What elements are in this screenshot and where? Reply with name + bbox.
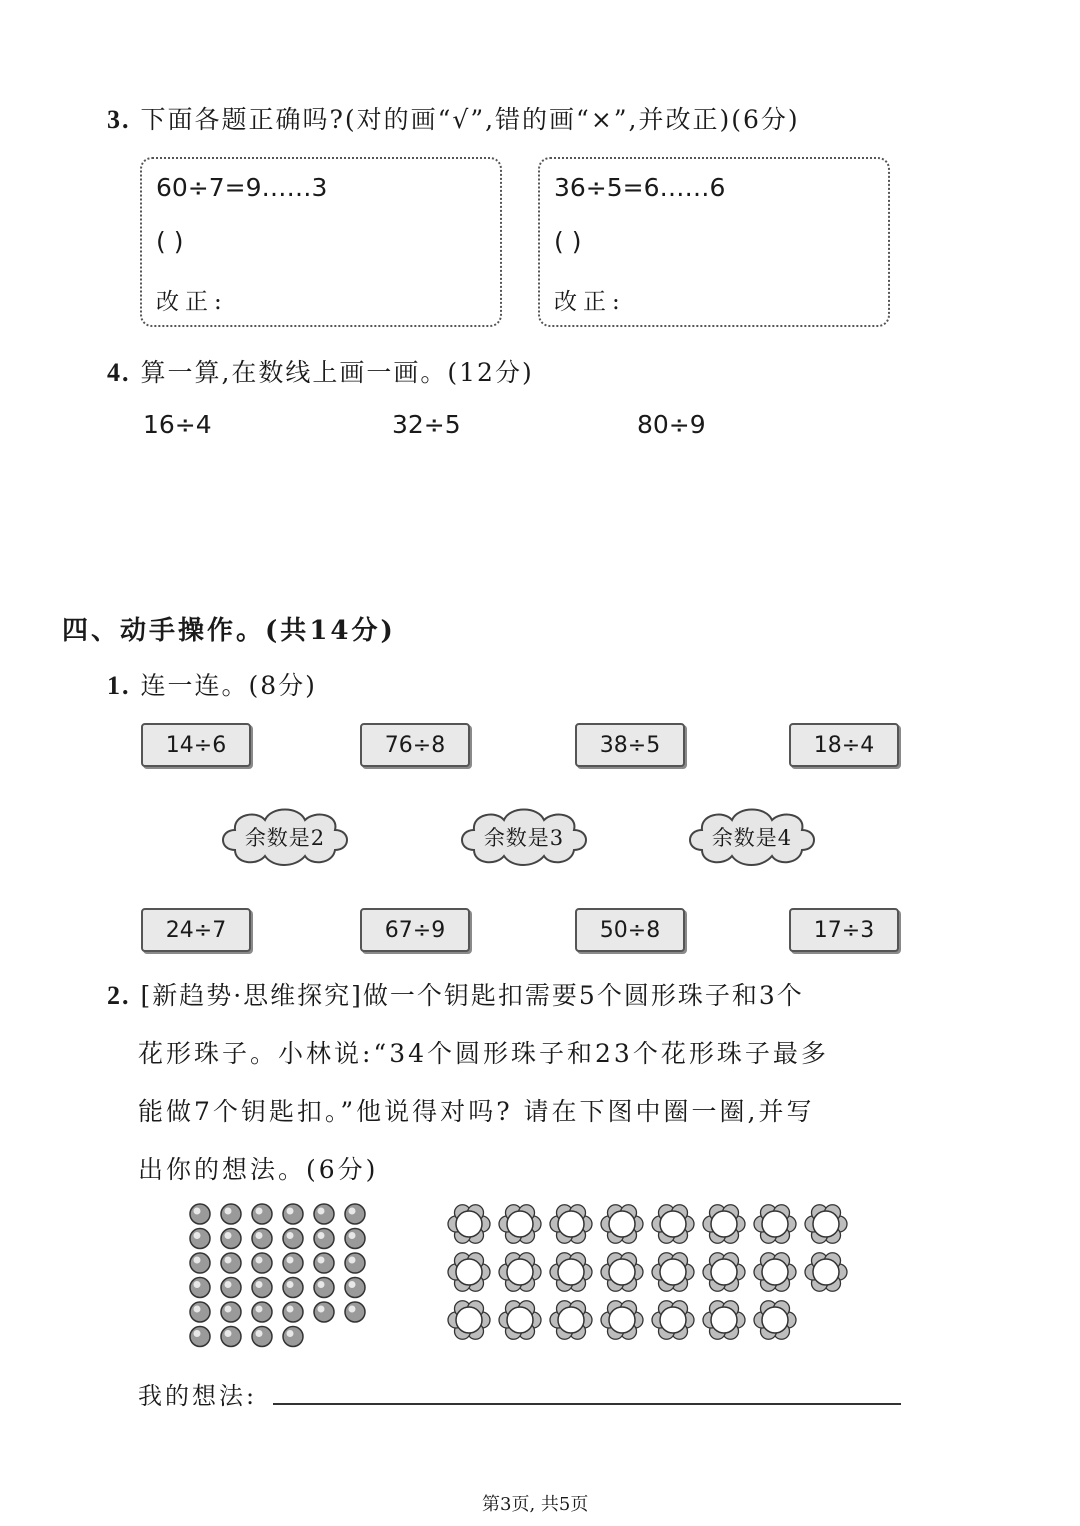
flower-bead[interactable] — [499, 1301, 541, 1340]
bottom-card-4[interactable]: 17÷3 — [789, 908, 899, 952]
round-beads-grid[interactable] — [185, 1200, 385, 1360]
q3-box-1 — [140, 157, 502, 327]
flower-bead[interactable] — [703, 1301, 745, 1340]
round-bead[interactable] — [221, 1229, 241, 1249]
round-bead[interactable] — [314, 1229, 334, 1249]
round-bead[interactable] — [283, 1253, 303, 1273]
round-bead[interactable] — [190, 1302, 210, 1322]
my-idea-label: 我的想法: — [138, 1382, 258, 1410]
s4q1-text: 连一连。(8分) — [140, 671, 317, 700]
flower-bead[interactable] — [448, 1301, 490, 1340]
flower-bead[interactable] — [448, 1253, 490, 1292]
q4-heading: 4. 算一算,在数线上画一画。(12分) — [107, 358, 534, 387]
round-bead[interactable] — [252, 1327, 272, 1347]
top-card-2[interactable]: 76÷8 — [360, 723, 470, 767]
round-bead[interactable] — [345, 1278, 365, 1298]
round-bead[interactable] — [221, 1327, 241, 1347]
flower-bead[interactable] — [550, 1205, 592, 1244]
flower-bead[interactable] — [499, 1205, 541, 1244]
round-bead[interactable] — [314, 1302, 334, 1322]
flower-bead[interactable] — [703, 1205, 745, 1244]
round-bead[interactable] — [345, 1204, 365, 1224]
round-bead[interactable] — [252, 1253, 272, 1273]
my-idea-answer-line[interactable] — [273, 1403, 901, 1405]
q3-text: 下面各题正确吗?(对的画“√”,错的画“×”,并改正)(6分) — [140, 105, 800, 134]
round-bead[interactable] — [314, 1278, 334, 1298]
flower-bead[interactable] — [550, 1253, 592, 1292]
top-card-4[interactable]: 18÷4 — [789, 723, 899, 767]
s4q2-line-3: 能做7个钥匙扣。”他说得对吗? 请在下图中圈一圈,并写 — [138, 1097, 815, 1126]
round-bead[interactable] — [252, 1229, 272, 1249]
round-bead[interactable] — [221, 1204, 241, 1224]
q4-item-3: 80÷9 — [637, 410, 706, 439]
s4q2-line-4: 出你的想法。(6分) — [138, 1155, 379, 1184]
cloud-remainder-4[interactable]: 余数是4 — [682, 802, 822, 872]
flower-bead[interactable] — [499, 1253, 541, 1292]
bottom-card-2[interactable]: 67÷9 — [360, 908, 470, 952]
flower-bead[interactable] — [754, 1253, 796, 1292]
q3-fix-label-2: 改正: — [554, 289, 626, 315]
flower-bead[interactable] — [754, 1205, 796, 1244]
top-card-3[interactable]: 38÷5 — [575, 723, 685, 767]
flower-bead[interactable] — [805, 1253, 847, 1292]
flower-bead[interactable] — [754, 1301, 796, 1340]
s4q1-heading: 1. 连一连。(8分) — [107, 671, 317, 700]
round-bead[interactable] — [314, 1253, 334, 1273]
q4-item-2: 32÷5 — [392, 410, 461, 439]
flower-bead[interactable] — [601, 1301, 643, 1340]
section4-heading: 四、动手操作。(共14分) — [62, 616, 396, 646]
round-bead[interactable] — [345, 1229, 365, 1249]
top-card-1[interactable]: 14÷6 — [141, 723, 251, 767]
round-bead[interactable] — [345, 1302, 365, 1322]
flower-bead[interactable] — [550, 1301, 592, 1340]
round-bead[interactable] — [283, 1229, 303, 1249]
flower-bead[interactable] — [601, 1253, 643, 1292]
cloud-remainder-2[interactable]: 余数是2 — [215, 802, 355, 872]
round-bead[interactable] — [190, 1204, 210, 1224]
q3-box-2 — [538, 157, 890, 327]
round-bead[interactable] — [314, 1204, 334, 1224]
q4-item-1: 16÷4 — [143, 410, 212, 439]
round-bead[interactable] — [283, 1327, 303, 1347]
round-bead[interactable] — [252, 1278, 272, 1298]
round-bead[interactable] — [252, 1302, 272, 1322]
section4-points: 14 — [309, 616, 352, 646]
flower-bead[interactable] — [652, 1253, 694, 1292]
bottom-card-3[interactable]: 50÷8 — [575, 908, 685, 952]
round-bead[interactable] — [221, 1302, 241, 1322]
round-bead[interactable] — [190, 1253, 210, 1273]
round-bead[interactable] — [221, 1253, 241, 1273]
round-bead[interactable] — [252, 1204, 272, 1224]
page-footer: 第3页, 共5页 — [482, 1494, 589, 1515]
q3-answer-blank-1[interactable]: ( ) — [156, 227, 184, 256]
round-bead[interactable] — [283, 1204, 303, 1224]
q3-fix-label-1: 改正: — [156, 289, 228, 315]
flower-bead[interactable] — [805, 1205, 847, 1244]
round-bead[interactable] — [283, 1278, 303, 1298]
round-bead[interactable] — [190, 1229, 210, 1249]
round-bead[interactable] — [190, 1278, 210, 1298]
q3-answer-blank-2[interactable]: ( ) — [554, 227, 582, 256]
q3-equation-2: 36÷5=6……6 — [554, 173, 726, 202]
q3-equation-1: 60÷7=9……3 — [156, 173, 328, 202]
cloud-remainder-3[interactable]: 余数是3 — [454, 802, 594, 872]
flower-bead[interactable] — [652, 1301, 694, 1340]
round-bead[interactable] — [345, 1253, 365, 1273]
round-bead[interactable] — [190, 1327, 210, 1347]
bottom-card-1[interactable]: 24÷7 — [141, 908, 251, 952]
flower-bead[interactable] — [448, 1205, 490, 1244]
round-bead[interactable] — [283, 1302, 303, 1322]
q3-heading: 3. 下面各题正确吗?(对的画“√”,错的画“×”,并改正)(6分) — [107, 105, 800, 134]
s4q2-line-2: 花形珠子。小林说:“34个圆形珠子和23个花形珠子最多 — [138, 1039, 829, 1068]
flower-bead[interactable] — [601, 1205, 643, 1244]
flower-beads-grid[interactable] — [445, 1198, 855, 1358]
q4-text: 算一算,在数线上画一画。(12分) — [140, 358, 534, 387]
s4q2-line-1: 2. [新趋势·思维探究]做一个钥匙扣需要5个圆形珠子和3个 — [107, 981, 804, 1010]
flower-bead[interactable] — [703, 1253, 745, 1292]
flower-bead[interactable] — [652, 1205, 694, 1244]
round-bead[interactable] — [221, 1278, 241, 1298]
